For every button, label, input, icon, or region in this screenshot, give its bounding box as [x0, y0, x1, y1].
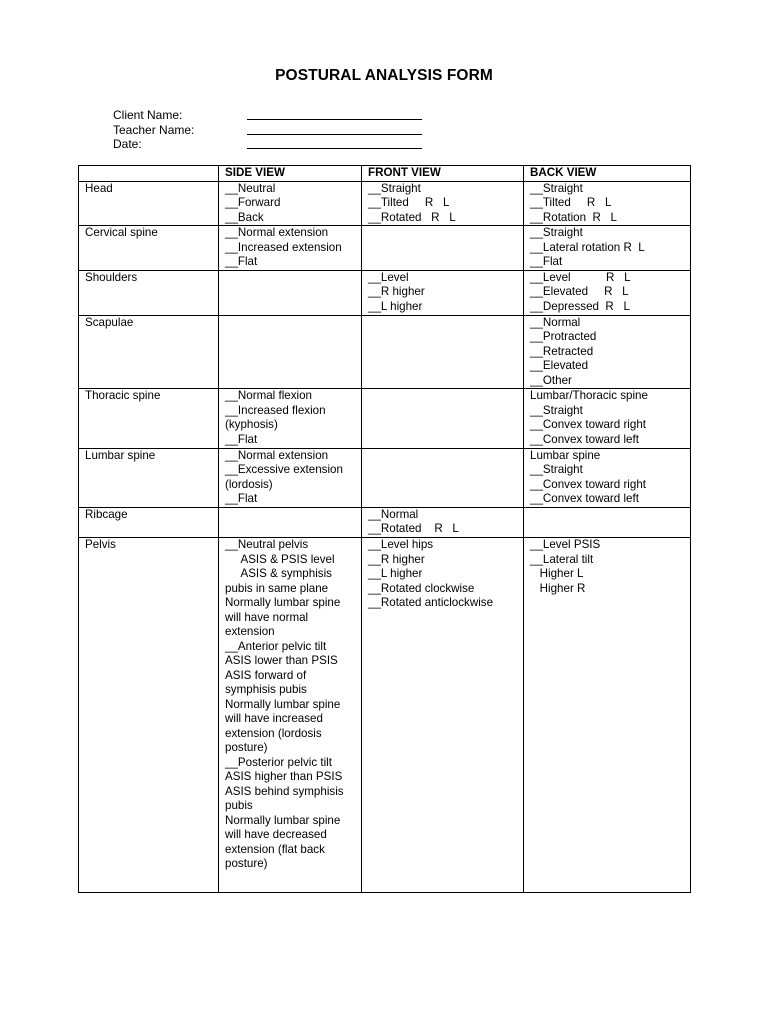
checklist-item: __R higher — [368, 285, 425, 299]
client-name-field[interactable] — [247, 119, 422, 120]
back-view-cell — [524, 315, 691, 389]
checklist-item: __Depressed R L — [530, 299, 630, 313]
checklist-item: __Other — [530, 373, 572, 387]
checklist-item: __Level — [368, 270, 409, 284]
side-view-cell — [219, 315, 362, 389]
header-front-view: FRONT VIEW — [362, 166, 524, 182]
checklist-item: __Forward — [225, 196, 281, 209]
checklist-item: __Convex toward left — [530, 432, 639, 446]
checklist-item: Lumbar spine — [530, 448, 601, 462]
checklist-item: __Increased flexion — [225, 403, 326, 417]
checklist-item: __Flat — [225, 492, 258, 506]
checklist-item: __Level R L — [530, 270, 631, 284]
checklist-item: __Lateral tilt — [530, 552, 594, 566]
checklist-item: __Elevated R L — [530, 285, 629, 299]
checklist-item: __Excessive extension — [225, 463, 343, 477]
checklist-item: pubis — [225, 799, 253, 812]
checklist-item: __Straight — [530, 463, 583, 477]
back-view-cell — [524, 226, 691, 271]
checklist-item: __Level hips — [368, 538, 434, 551]
checklist-item: __Rotated clockwise — [368, 581, 475, 595]
front-view-cell — [362, 389, 524, 448]
checklist-item: __Rotated R L — [368, 210, 456, 224]
checklist-item: will have normal — [225, 610, 309, 624]
front-view-cell — [362, 448, 524, 507]
table-row-head — [79, 181, 691, 226]
checklist-item: ASIS lower than PSIS — [225, 654, 338, 667]
checklist-item: __Normal flexion — [225, 389, 312, 403]
row-label: Head — [79, 181, 219, 226]
table-row-cervical-spine — [79, 226, 691, 271]
checklist-item: Higher R — [530, 581, 586, 595]
checklist-item: __Neutral pelvis — [225, 538, 309, 551]
checklist-item: __Normal — [530, 315, 581, 329]
checklist-item: Normally lumbar spine — [225, 697, 341, 711]
checklist-item: __Increased extension — [225, 240, 342, 254]
front-view-cell — [362, 270, 524, 315]
teacher-name-label: Teacher Name: — [113, 122, 195, 137]
back-view-cell — [524, 270, 691, 315]
table-row-pelvis — [79, 538, 691, 893]
checklist-item: extension — [225, 625, 275, 638]
row-label: Thoracic spine — [79, 389, 219, 448]
side-view-cell — [219, 389, 362, 448]
checklist-item: __Straight — [530, 226, 583, 240]
checklist-item: __Normal extension — [225, 226, 329, 240]
checklist-item: __Protracted — [530, 330, 597, 344]
checklist-item: __Convex toward left — [530, 492, 639, 506]
row-label: Shoulders — [79, 270, 219, 315]
table-row-lumbar-spine — [79, 448, 691, 507]
side-view-cell — [219, 507, 362, 537]
checklist-item: pubis in same plane — [225, 581, 329, 595]
back-view-cell — [524, 448, 691, 507]
side-view-cell — [219, 538, 362, 893]
checklist-item: __Convex toward right — [530, 477, 646, 491]
checklist-item: __Tilted R L — [530, 196, 612, 209]
header-side-view: SIDE VIEW — [219, 166, 362, 182]
table-row-thoracic-spine — [79, 389, 691, 448]
row-label: Lumbar spine — [79, 448, 219, 507]
checklist-item: will have increased — [225, 712, 323, 725]
row-label: Scapulae — [79, 315, 219, 389]
checklist-item: __R higher — [368, 552, 425, 566]
checklist-item: extension (flat back — [225, 842, 325, 856]
checklist-item: ASIS & PSIS level — [225, 552, 335, 566]
checklist-item: __Flat — [225, 432, 258, 446]
side-view-cell — [219, 448, 362, 507]
side-view-cell — [219, 226, 362, 271]
checklist-item: __L higher — [368, 299, 423, 313]
client-name-label: Client Name: — [113, 108, 183, 122]
back-view-cell — [524, 181, 691, 226]
front-view-cell — [362, 538, 524, 893]
checklist-item: (kyphosis) — [225, 418, 278, 432]
checklist-item: __Posterior pelvic tilt — [225, 755, 332, 769]
checklist-item: __Straight — [368, 181, 421, 195]
checklist-item: Normally lumbar spine — [225, 813, 341, 827]
checklist-item: __Straight — [530, 181, 583, 195]
checklist-item: __Back — [225, 210, 264, 224]
checklist-item: __Convex toward right — [530, 418, 646, 432]
checklist-item: __Neutral — [225, 181, 276, 195]
form-title: POSTURAL ANALYSIS FORM — [275, 67, 493, 84]
checklist-item: __Retracted — [530, 344, 594, 358]
checklist-item: __Lateral rotation R L — [530, 240, 645, 254]
checklist-item: __Anterior pelvic tilt — [225, 639, 327, 653]
checklist-item: __Flat — [530, 255, 563, 269]
front-view-cell — [362, 181, 524, 226]
checklist-item: posture) — [225, 741, 268, 754]
row-label: Cervical spine — [79, 226, 219, 271]
date-label: Date: — [113, 137, 142, 151]
checklist-item: symphisis pubis — [225, 683, 307, 696]
side-view-cell — [219, 270, 362, 315]
front-view-cell — [362, 315, 524, 389]
table-row-shoulders — [79, 270, 691, 315]
checklist-item: __Straight — [530, 403, 583, 417]
back-view-cell — [524, 538, 691, 893]
checklist-item: Higher L — [530, 567, 584, 580]
table-row-scapulae — [79, 315, 691, 389]
checklist-item: ASIS & symphisis — [225, 567, 332, 580]
header-blank — [79, 166, 219, 182]
front-view-cell — [362, 507, 524, 537]
checklist-item: __Rotation R L — [530, 210, 618, 224]
back-view-cell — [524, 507, 691, 537]
checklist-item: __Elevated — [530, 359, 589, 373]
date-field[interactable] — [247, 148, 422, 149]
checklist-item: Normally lumbar spine — [225, 596, 341, 609]
checklist-item: posture) — [225, 857, 268, 870]
table-header-row — [79, 166, 691, 182]
teacher-name-field[interactable] — [247, 134, 422, 135]
row-label: Pelvis — [79, 538, 219, 893]
row-label: Ribcage — [79, 507, 219, 537]
checklist-item: __Level PSIS — [530, 538, 601, 551]
checklist-item: __Rotated R L — [368, 522, 459, 536]
checklist-item: __Normal extension — [225, 448, 329, 462]
checklist-item: __Rotated anticlockwise — [368, 596, 494, 609]
checklist-item: (lordosis) — [225, 477, 273, 491]
checklist-item: Lumbar/Thoracic spine — [530, 389, 648, 403]
checklist-item: will have decreased — [225, 828, 327, 841]
checklist-item: __L higher — [368, 567, 423, 580]
checklist-item: __Flat — [225, 255, 258, 269]
side-view-cell — [219, 181, 362, 226]
checklist-item: __Normal — [368, 507, 419, 521]
header-back-view: BACK VIEW — [524, 166, 691, 182]
checklist-item: ASIS forward of — [225, 668, 307, 682]
checklist-item: __Tilted R L — [368, 196, 450, 209]
checklist-item: ASIS higher than PSIS — [225, 770, 343, 783]
postural-analysis-table — [78, 165, 691, 893]
checklist-item: ASIS behind symphisis — [225, 784, 344, 798]
table-row-ribcage — [79, 507, 691, 537]
front-view-cell — [362, 226, 524, 271]
checklist-item: extension (lordosis — [225, 726, 322, 740]
back-view-cell — [524, 389, 691, 448]
